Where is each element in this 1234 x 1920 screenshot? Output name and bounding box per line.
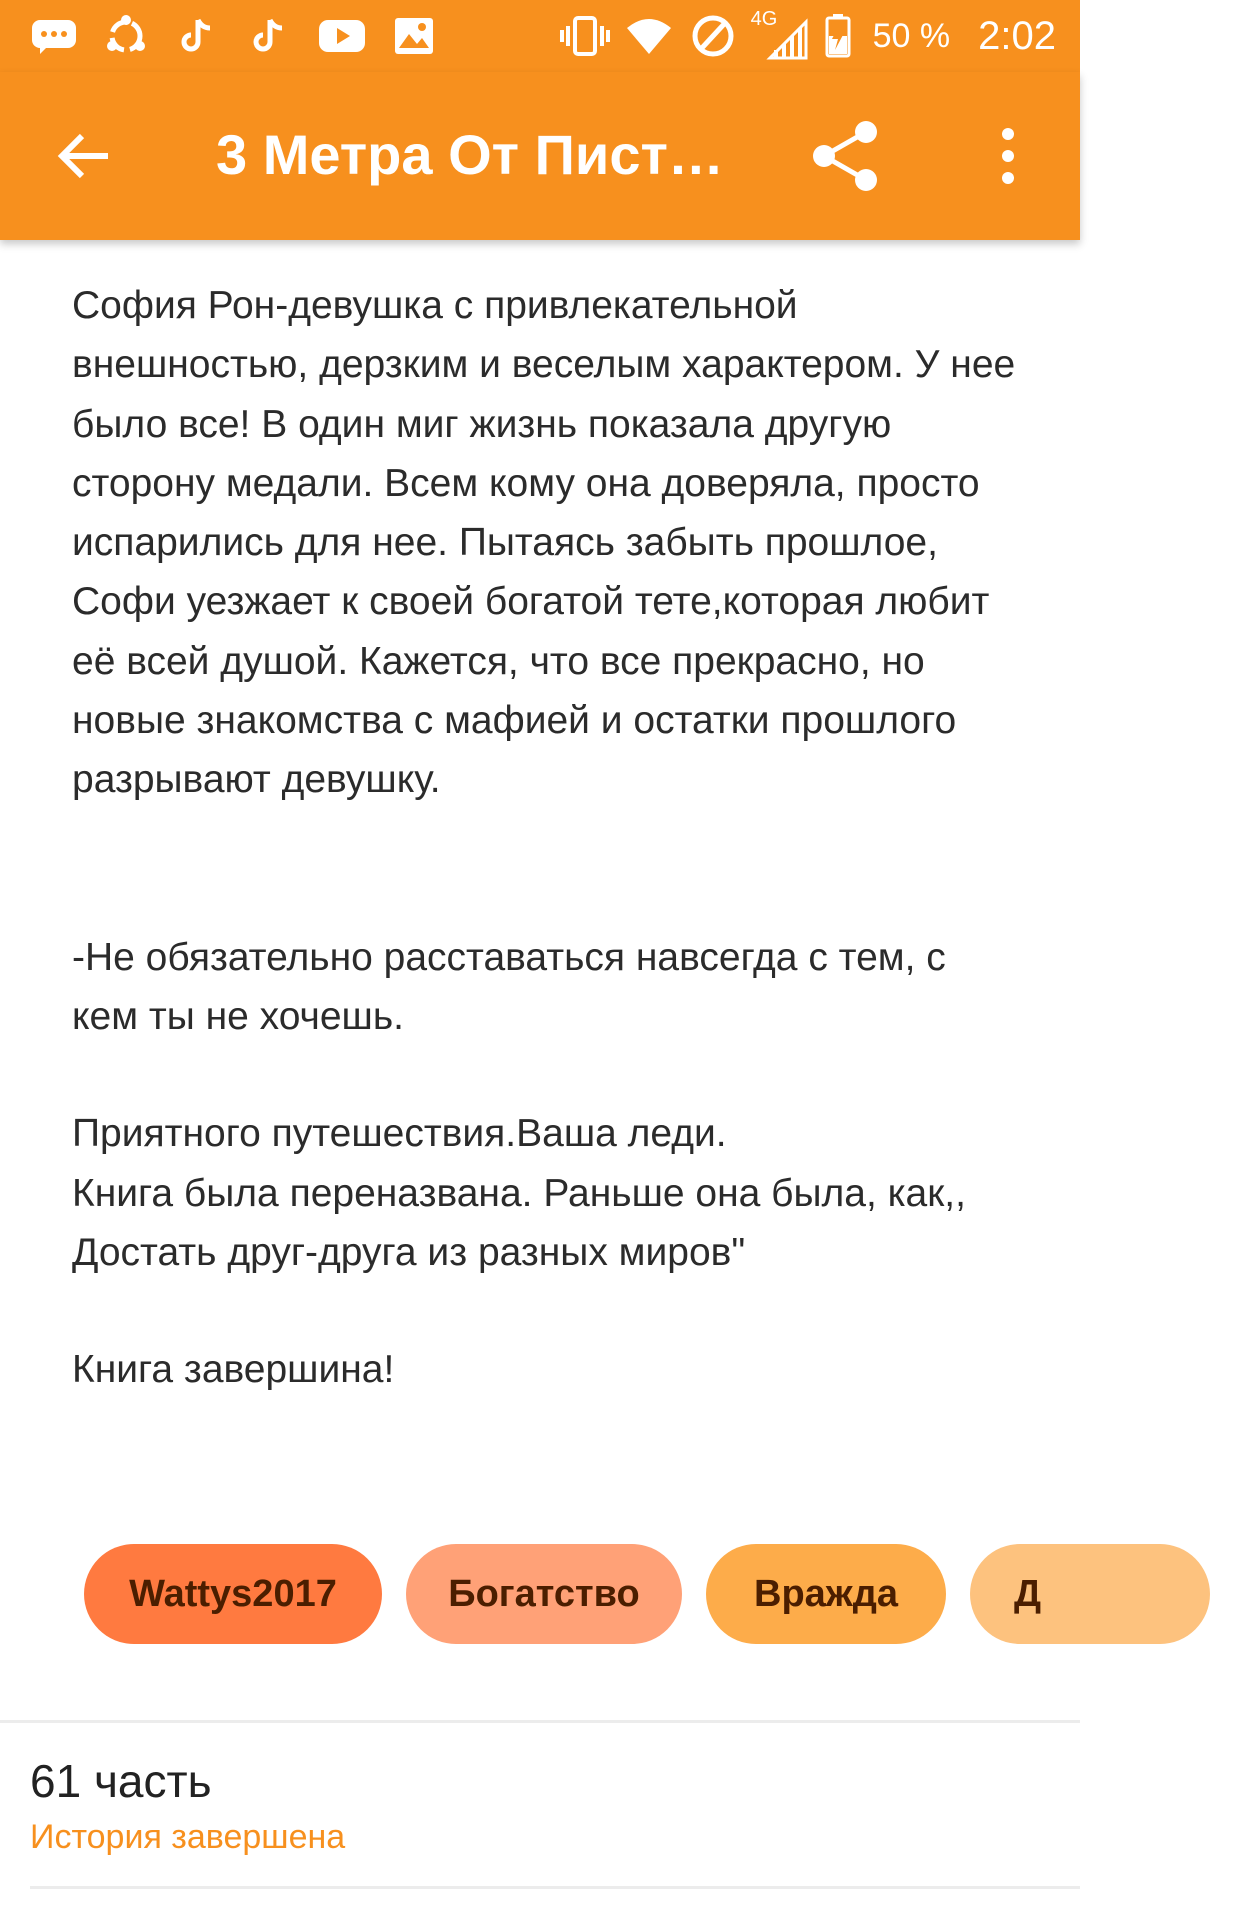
tiktok-icon	[172, 10, 224, 62]
status-bar	[0, 0, 1080, 72]
battery-icon	[821, 10, 855, 62]
story-description	[72, 276, 1022, 1399]
more-vert-icon	[998, 126, 1018, 186]
tag-chip[interactable]: Богатство	[406, 1544, 682, 1644]
share-button[interactable]	[800, 110, 892, 202]
parts-count: 61 часть	[30, 1755, 212, 1807]
signal-4g-icon	[751, 10, 809, 62]
wifi-icon	[623, 10, 675, 62]
message-icon	[28, 10, 80, 62]
network-label: 4G	[750, 8, 778, 30]
description-line: Приятного путешествия.Ваша леди.	[72, 1112, 727, 1156]
story-title: 3 Метра От Пист…	[216, 123, 724, 186]
description-completed-note: Книга завершина!	[72, 1348, 395, 1392]
back-button[interactable]	[40, 112, 128, 200]
divider	[0, 1720, 1080, 1723]
description-paragraph: София Рон-девушка с привлекательной внешностью, дерзким и веселым характером. У нее было все! В один миг жизнь показала другую сторону медали. Всем кому она доверяла, просто испарились для нее. Пытаясь забыть прошлое, Софи уезжает к своей богатой тете,которая любит её всей душой. Кажется, что все прекрасно, но новые знакомства с мафией и остатки прошлого разрывают девушку.	[72, 284, 1016, 802]
tiktok-icon	[244, 10, 296, 62]
tag-chip[interactable]: Д	[970, 1544, 1210, 1644]
app-bar	[0, 72, 1080, 240]
description-quote: -Не обязательно расставаться навсегда с тем, с кем ты не хочешь.	[72, 935, 946, 1038]
more-options-button[interactable]	[972, 110, 1044, 202]
vibrate-icon	[559, 10, 611, 62]
notification-icons	[28, 10, 460, 62]
tag-list	[84, 1544, 1042, 1644]
divider	[30, 1886, 1080, 1889]
gallery-icon	[388, 10, 440, 62]
share-icon	[808, 118, 884, 194]
battery-percent: 50 %	[872, 16, 951, 55]
youtube-icon	[316, 10, 368, 62]
blocked-icon	[687, 10, 739, 62]
arrow-left-icon	[56, 132, 112, 180]
tag-chip[interactable]: Вражда	[706, 1544, 946, 1644]
story-status: История завершена	[30, 1818, 346, 1856]
tag-chip[interactable]: Wattys2017	[84, 1544, 382, 1644]
description-line: Книга была переназвана. Раньше она была, как,, Достать друг-друга из разных миров"	[72, 1171, 966, 1274]
system-icons	[559, 10, 1056, 62]
sync-icon	[100, 10, 152, 62]
clock: 2:02	[978, 13, 1056, 58]
